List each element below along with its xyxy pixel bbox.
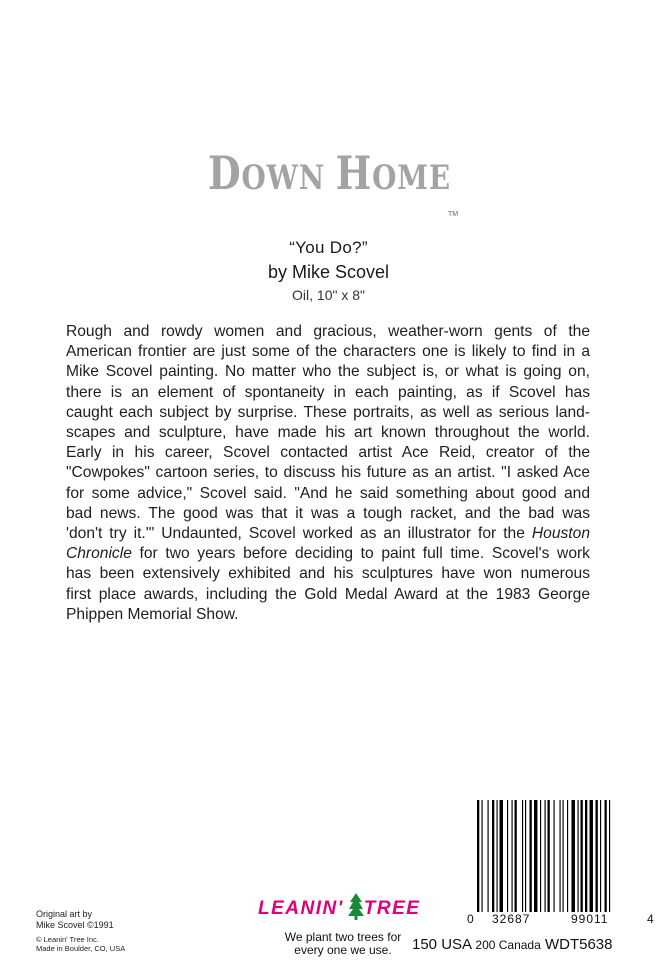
barcode-digit-left: 0 bbox=[467, 912, 475, 926]
description-line: there is an element of spontaneity in each painting, as if Scovel has bbox=[66, 383, 590, 401]
newspaper-name: Houston bbox=[531, 525, 590, 543]
slogan-line-2: every one we use. bbox=[294, 943, 392, 957]
description-line: Phippen Memorial Show. bbox=[66, 605, 239, 623]
logo-initial-d: D bbox=[208, 146, 242, 200]
description-line: for some advice," Scovel said. "And he said something about good and bbox=[66, 484, 590, 502]
brand-name-left: LEANIN' bbox=[258, 898, 344, 919]
description-line: Mike Scovel painting. No matter who the subject is, or what is going on, bbox=[66, 363, 590, 381]
artwork-title: “You Do?” bbox=[289, 238, 368, 257]
description-line: has been extensively exhibited and his sculptures have won numerous bbox=[66, 565, 590, 583]
publisher-copyright: © Leanin' Tree Inc. bbox=[36, 935, 99, 944]
brand-name-right: TREE bbox=[363, 898, 421, 919]
newspaper-name: Chronicle bbox=[66, 545, 132, 563]
description-line: first place awards, including the Gold Medal Award at the 1983 George bbox=[66, 585, 590, 603]
description-line: American frontier are just some of the characters one is likely to find in a bbox=[66, 343, 590, 361]
description-line: scapes and sculpture, have made his art known throughout the world. bbox=[66, 424, 590, 442]
logo-rest-own: OWN bbox=[241, 158, 336, 198]
description-line: Early in his career, Scovel contacted artist Ace Reid, creator of the bbox=[66, 444, 590, 462]
pine-tree-icon bbox=[348, 893, 364, 921]
upc-barcode bbox=[477, 800, 647, 912]
barcode-digit-right: 4 bbox=[647, 912, 655, 926]
logo-initial-h: H bbox=[335, 146, 373, 200]
logo-rest-ome: OME bbox=[372, 158, 451, 198]
down-home-logo bbox=[208, 146, 451, 200]
description-line: caught each subject by surprise. These portraits, as well as serious land- bbox=[66, 403, 590, 421]
leanin-tree-logo bbox=[258, 898, 420, 920]
made-in-location: Made in Boulder, CO, USA bbox=[36, 944, 126, 953]
description-line: "Cowpokes" cartoon series, to discuss his future as an artist. "I asked Ace bbox=[66, 464, 590, 482]
description-line bbox=[66, 544, 590, 564]
description-paragraph bbox=[66, 322, 590, 625]
slogan-line-1: We plant two trees for bbox=[284, 930, 402, 944]
description-line bbox=[66, 524, 590, 544]
trademark-symbol: TM bbox=[448, 211, 459, 218]
barcode-group-2: 99011 bbox=[571, 912, 609, 926]
description-line: Rough and rowdy women and gracious, weather-worn gents of the bbox=[66, 323, 590, 340]
price-line bbox=[412, 936, 612, 953]
canada-price: 200 Canada bbox=[475, 938, 541, 952]
artwork-medium: Oil, 10" x 8" bbox=[292, 287, 365, 303]
original-art-label: Original art by bbox=[36, 909, 93, 919]
artist-copyright: Mike Scovel ©1991 bbox=[36, 920, 114, 930]
barcode-group-1: 32687 bbox=[492, 912, 531, 926]
description-line: bad news. The good was that it was a tough racket, and the bad was bbox=[66, 504, 590, 522]
artist-line: by Mike Scovel bbox=[267, 262, 390, 282]
description-text: for two years before deciding to paint full time. Scovel's work bbox=[139, 545, 590, 563]
brand-slogan bbox=[258, 931, 428, 957]
usa-price: 150 USA bbox=[412, 936, 472, 953]
product-sku: WDT5638 bbox=[544, 936, 613, 953]
description-text: 'don't try it.'" Undaunted, Scovel worked as an illustrator for the bbox=[66, 525, 532, 543]
